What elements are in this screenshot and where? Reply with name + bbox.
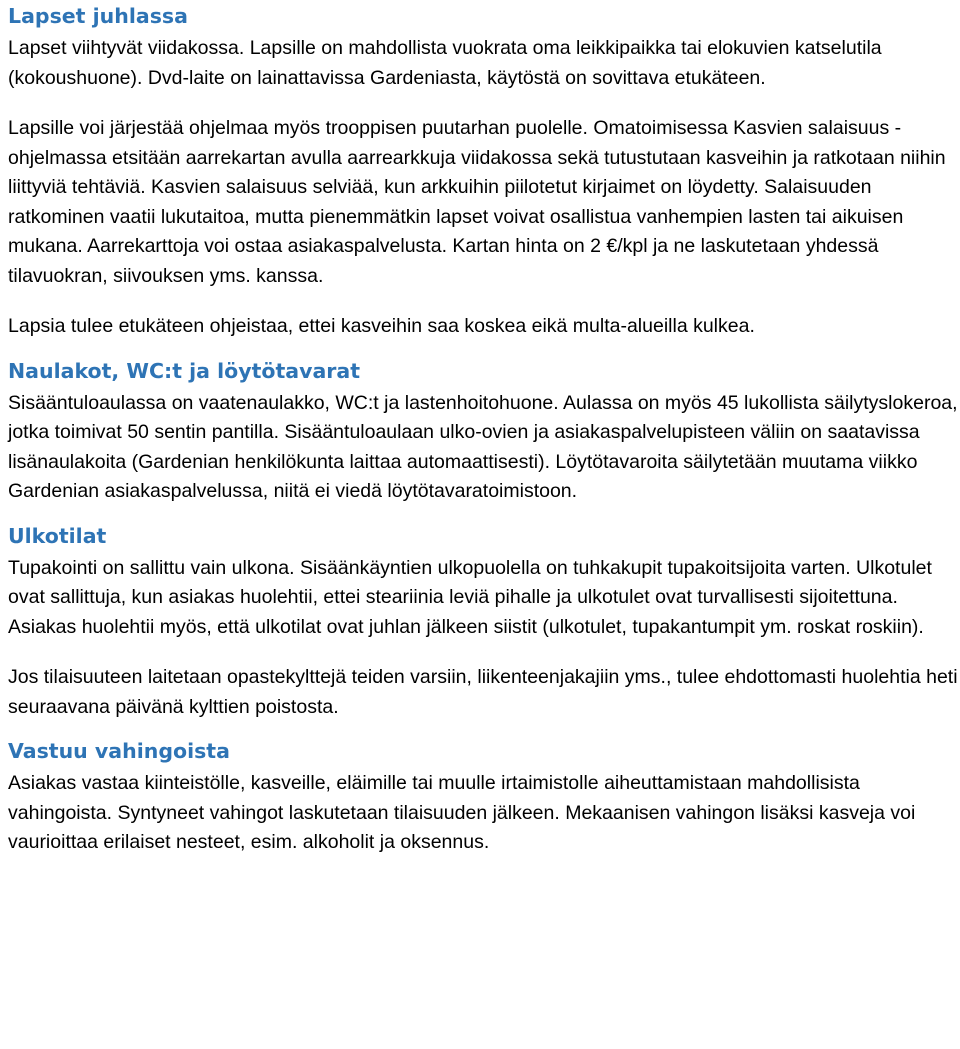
paragraph: Sisääntuloaulassa on vaatenaulakko, WC:t ja lastenhoitohuone. Aulassa on myös 45 lukollista säilytyslokeroa, jotka toimivat 50 sentin pantilla. Sisääntuloaulaan ulko-ovien ja asiakaspalvelupisteen väliin on saatavissa lisänaulakoita (Gardenian henkilökunta laittaa automaattisesti). Löytötavaroita säilytetään muutama viikko Gardenian asiakaspalvelussa, niitä ei viedä löytötavaratoimistoon. bbox=[8, 391, 958, 502]
document-page bbox=[8, 0, 958, 858]
paragraph: Lapsia tulee etukäteen ohjeistaa, ettei kasveihin saa koskea eikä multa-alueilla kulkea. bbox=[8, 315, 755, 337]
paragraph: Tupakointi on sallittu vain ulkona. Sisäänkäyntien ulkopuolella on tuhkakupit tupakoitsijoita varten. Ulkotulet ovat sallittuja, kun asiakas huolehtii, ettei steariinia leviä pihalle ja ulkotulet ovat turvallisesti sijoitettuna. Asiakas huolehtii myös, että ulkotilat ovat juhlan jälkeen siistit (ulkotulet, tupakantumpit ym. roskat roskiin). bbox=[8, 556, 932, 638]
section-naulakot-wc-loytotavarat bbox=[8, 357, 958, 507]
section-heading: Vastuu vahingoista bbox=[8, 739, 230, 763]
paragraph: Jos tilaisuuteen laitetaan opastekylttejä teiden varsiin, liikenteenjakajiin yms., tulee ehdottomasti huolehtia heti seuraavana päivänä kylttien poistosta. bbox=[8, 666, 958, 718]
section-heading: Naulakot, WC:t ja löytötavarat bbox=[8, 358, 361, 383]
section-lapset-juhlassa bbox=[8, 2, 958, 342]
paragraph: Lapset viihtyvät viidakossa. Lapsille on mahdollista vuokrata oma leikkipaikka tai elokuvien katselutila (kokoushuone). Dvd-laite on lainattavissa Gardeniasta, käytöstä on sovittava etukäteen. bbox=[8, 37, 882, 89]
paragraph: Asiakas vastaa kiinteistölle, kasveille, eläimille tai muulle irtaimistolle aiheuttamistaan mahdollisista vahingoista. Syntyneet vahingot laskutetaan tilaisuuden jälkeen. Mekaanisen vahingon lisäksi kasveja voi vaurioittaa erilaiset nesteet, esim. alkoholit ja oksennus. bbox=[8, 772, 916, 853]
section-heading: Lapset juhlassa bbox=[8, 4, 188, 28]
paragraph: Lapsille voi järjestää ohjelmaa myös trooppisen puutarhan puolelle. Omatoimisessa Kasvien salaisuus -ohjelmassa etsitään aarrekartan avulla aarrearkkuja viidakossa sekä tutustutaan kasveihin ja ratkotaan niihin liittyviä tehtäviä. Kasvien salaisuus selviää, kun arkkuihin piilotetut kirjaimet on löydetty. Salaisuuden ratkominen vaatii lukutaitoa, mutta pienemmätkin lapset voivat osallistua vanhempien lasten tai aikuisen mukana. Aarrekarttoja voi ostaa asiakaspalvelusta. Kartan hinta on 2 €/kpl ja ne laskutetaan yhdessä tilavuokran, siivouksen yms. kanssa. bbox=[8, 117, 946, 287]
section-vastuu-vahingoista bbox=[8, 737, 958, 858]
section-ulkotilat bbox=[8, 522, 958, 723]
section-heading: Ulkotilat bbox=[8, 523, 107, 548]
